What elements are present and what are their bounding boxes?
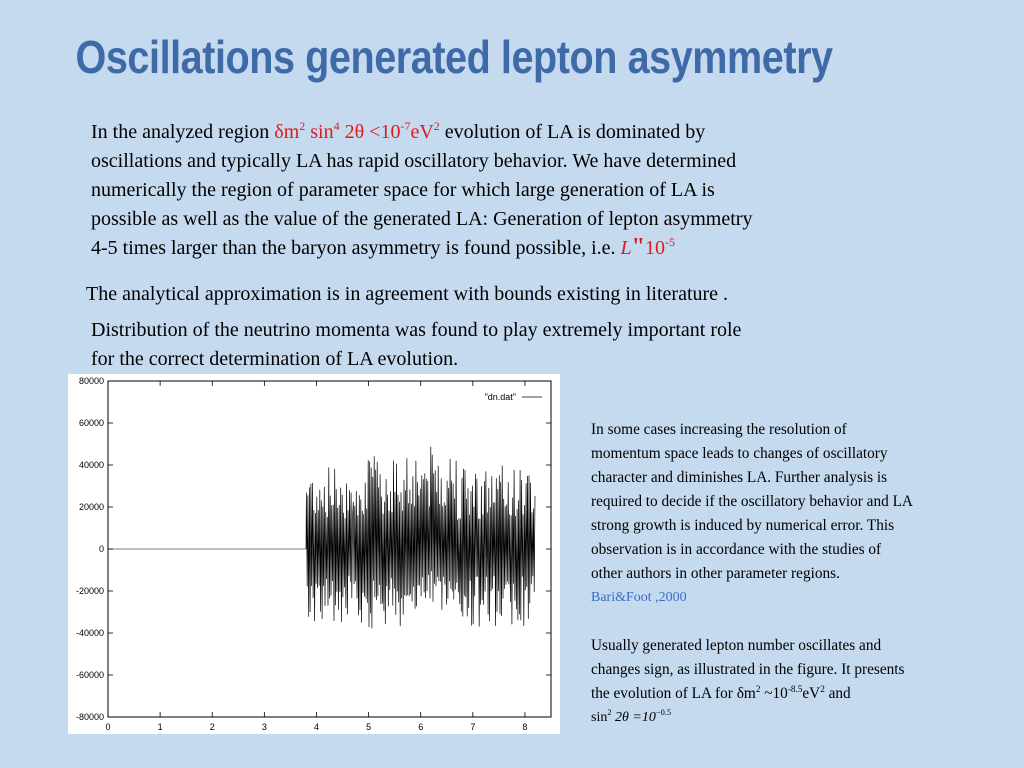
para1-line4: possible as well as the value of the generated LA: Generation of lepton asymmetry xyxy=(91,208,753,230)
para1-line2: oscillations and typically LA has rapid oscillatory behavior. We have determined xyxy=(91,150,737,172)
y-tick-label: -40000 xyxy=(75,628,104,638)
y-tick-label: 40000 xyxy=(78,460,104,470)
y-tick-label: 0 xyxy=(98,544,104,554)
x-tick-label: 6 xyxy=(418,722,424,732)
citation: Bari&Foot ,2000 xyxy=(591,590,687,605)
data-series xyxy=(108,447,535,629)
legend-label: "dn.dat" xyxy=(484,392,516,402)
distribution-paragraph xyxy=(91,316,991,374)
mixing-formula: $\sin^2 2\theta =10^{-0.5}$ xyxy=(591,708,672,725)
spacer xyxy=(591,610,1016,634)
para1-line3: numerically the region of parameter space for which large generation of LA is xyxy=(91,179,715,201)
side-p1-line7: other authors in other parameter regions. xyxy=(591,565,840,582)
side-p2-line3: the evolution of LA for $\delta m^2$ $\sim 10^{-8.5}eV^2$ and xyxy=(591,684,851,702)
x-tick-label: 7 xyxy=(470,722,476,732)
x-tick-label: 2 xyxy=(209,722,215,732)
para1-line5: 4-5 times larger than the baryon asymmetry is found possible, i.e. $L"10^{-5}$ xyxy=(91,234,675,260)
oscillation-chart-svg xyxy=(68,374,560,734)
x-tick-label: 3 xyxy=(261,722,267,732)
y-tick-label: 60000 xyxy=(78,418,104,428)
side-notes xyxy=(591,418,1016,730)
side-p1-line2: momentum space leads to changes of oscillatory xyxy=(591,445,888,462)
para3-line2: for the correct determination of LA evolution. xyxy=(91,348,459,370)
oscillation-plot xyxy=(68,374,560,734)
side-p1-line6: observation is in accordance with the studies of xyxy=(591,541,882,558)
side-p2-line1: Usually generated lepton number oscillates and xyxy=(591,637,882,654)
y-tick-label: -20000 xyxy=(75,586,104,596)
x-tick-label: 5 xyxy=(366,722,372,732)
x-tick-label: 1 xyxy=(157,722,163,732)
para1-line1: In the analyzed region $\delta m^2$ $\sin^4 2\theta <10^{-7}eV^2$ evolution of LA is dominated by xyxy=(91,119,706,143)
side-p1-line1: In some cases increasing the resolution of xyxy=(591,421,847,438)
para3-line1: Distribution of the neutrino momenta was found to play extremely important role xyxy=(91,319,742,341)
y-tick-label: -60000 xyxy=(75,670,104,680)
side-p1-line3: character and diminishes LA. Further analysis is xyxy=(591,469,888,486)
condition-formula: $\delta m^2$ $\sin^4 2\theta <10^{-7}eV^2$ xyxy=(274,119,440,143)
analytical-paragraph: The analytical approximation is in agreement with bounds existing in literature . xyxy=(86,283,729,305)
side-p1-line4: required to decide if the oscillatory behavior and LA xyxy=(591,493,913,510)
slide-title: Oscillations generated lepton asymmetry xyxy=(75,31,833,83)
chart-legend xyxy=(485,392,542,402)
series-oscillation xyxy=(306,447,535,629)
side-p1-line5: strong growth is induced by numerical error. This xyxy=(591,517,895,534)
x-tick-label: 4 xyxy=(313,722,319,732)
side-p2-line2: changes sign, as illustrated in the figure. It presents xyxy=(591,661,905,678)
main-paragraph xyxy=(91,118,971,263)
x-tick-label: 0 xyxy=(105,722,111,732)
y-tick-label: -80000 xyxy=(75,712,104,722)
x-tick-label: 8 xyxy=(522,722,528,732)
la-estimate: $L"10^{-5}$ xyxy=(620,234,675,260)
y-tick-label: 80000 xyxy=(78,376,104,386)
y-tick-label: 20000 xyxy=(78,502,104,512)
